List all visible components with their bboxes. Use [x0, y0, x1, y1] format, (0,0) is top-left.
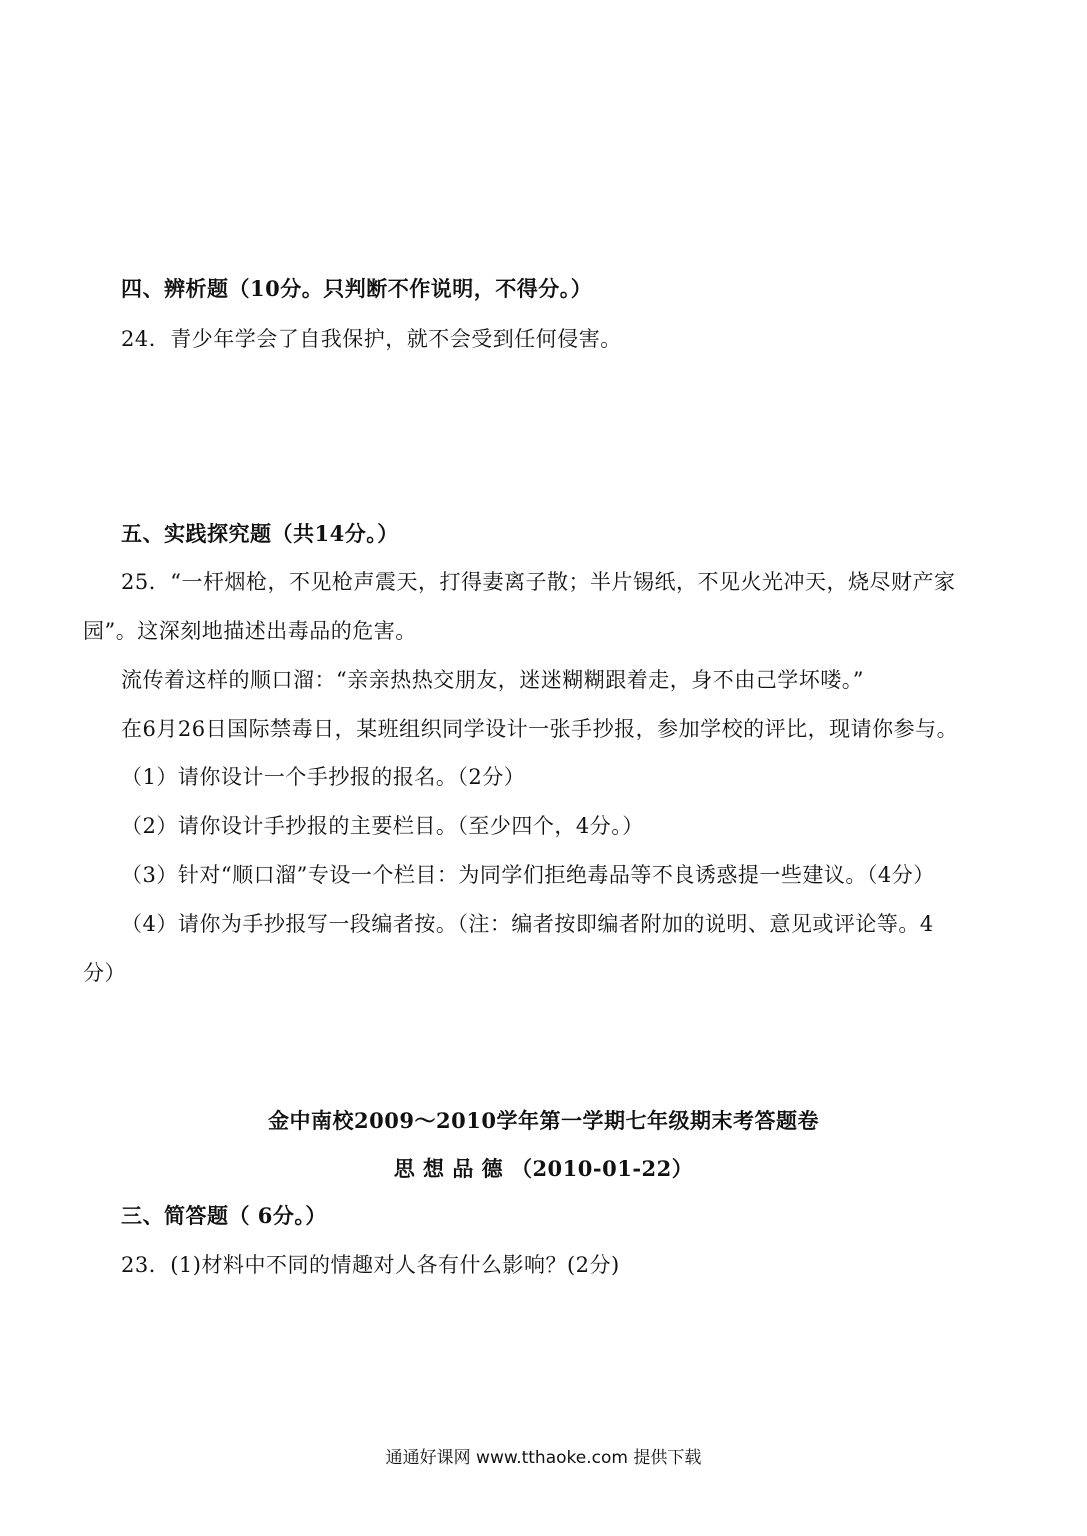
- question-25-sub-4-line-1: （4）请你为手抄报写一段编者按。（注：编者按即编者附加的说明、意见或评论等。4: [121, 912, 934, 936]
- section-5-heading: 五、实践探究题（共14分。）: [121, 521, 399, 546]
- answer-sheet-title: 金中南校2009～2010学年第一学期七年级期末考答题卷: [268, 1108, 819, 1133]
- question-25-sub-1: （1）请你设计一个手抄报的报名。（2分）: [121, 765, 526, 789]
- footer-download-note: 通通好课网 www.tthaoke.com 提供下载: [385, 1448, 702, 1468]
- question-25-sub-3: （3）针对“顺口溜”专设一个栏目：为同学们拒绝毒品等不良诱惑提一些建议。（4分）: [121, 863, 935, 887]
- section-3-heading: 三、简答题（ 6分。）: [121, 1203, 327, 1228]
- question-25-line-1: 25．“一杆烟枪，不见枪声震天，打得妻离子散；半片锡纸，不见火光冲天，烧尽财产家: [121, 570, 956, 594]
- question-25-line-3: 流传着这样的顺口溜：“亲亲热热交朋友，迷迷糊糊跟着走，身不由己学坏喽。”: [121, 668, 864, 692]
- question-25-sub-2: （2）请你设计手抄报的主要栏目。（至少四个，4分。）: [121, 814, 644, 838]
- question-25-sub-4-line-2: 分）: [83, 961, 126, 985]
- question-24: 24．青少年学会了自我保护，就不会受到任何侵害。: [121, 327, 622, 351]
- question-23: 23．(1)材料中不同的情趣对人各有什么影响？(2分): [121, 1253, 620, 1277]
- answer-sheet-subtitle: 思 想 品 德 （2010-01-22）: [393, 1156, 694, 1181]
- section-4-heading: 四、辨析题（10分。只判断不作说明，不得分。）: [121, 276, 593, 301]
- question-25-line-2: 园”。这深刻地描述出毒品的危害。: [83, 619, 417, 643]
- question-25-line-4: 在6月26日国际禁毒日，某班组织同学设计一张手抄报，参加学校的评比，现请你参与。: [121, 717, 959, 741]
